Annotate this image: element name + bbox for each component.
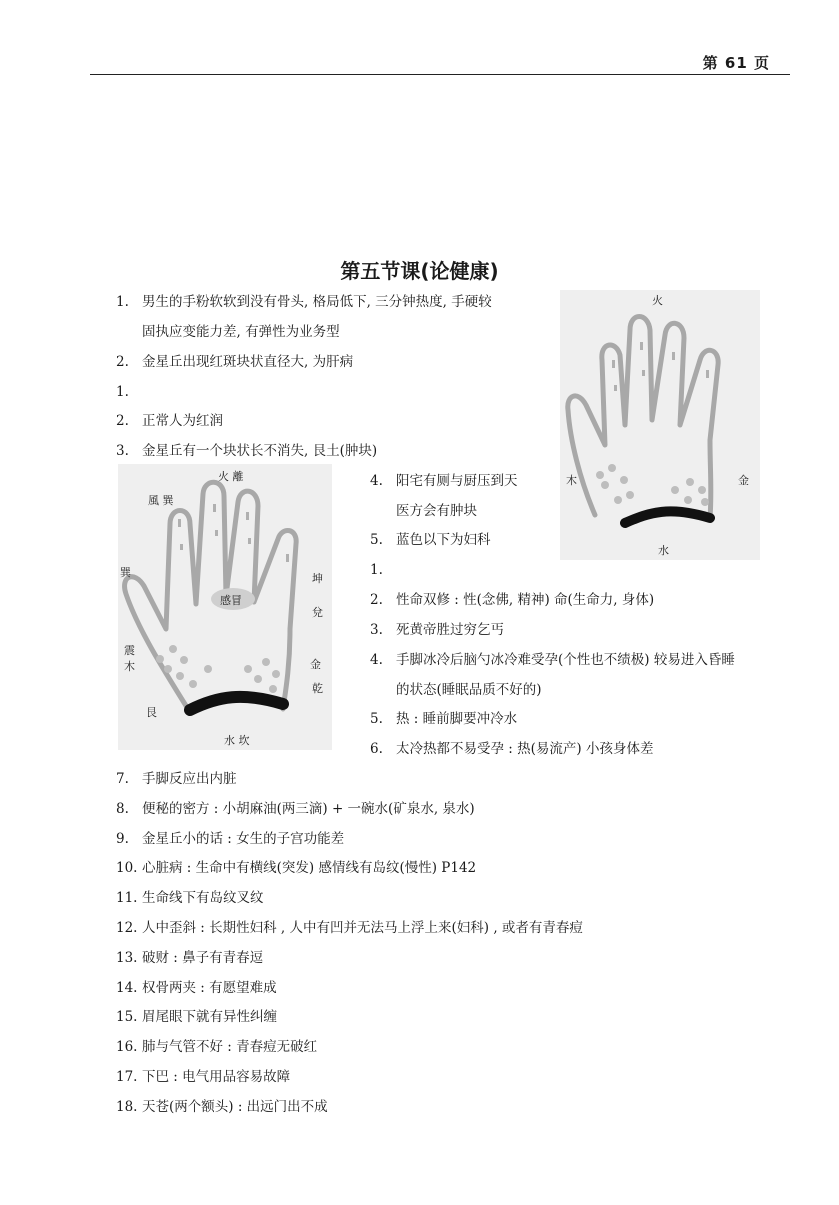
label-kun: 坤 bbox=[312, 572, 323, 585]
list-item: 5. 热 : 睡前脚要冲冷水 bbox=[370, 711, 518, 727]
list-item: 5. 蓝色以下为妇科 bbox=[370, 532, 491, 548]
label-qian: 乾 bbox=[312, 682, 323, 695]
list-item: 9. 金星丘小的话 : 女生的子宫功能差 bbox=[116, 831, 345, 847]
list-item: 4. 手脚冰冷后脑勺冰冷难受孕(个性也不绩极) 较易进入昏睡 bbox=[370, 652, 735, 668]
label-dui: 兌 bbox=[312, 606, 323, 619]
label-wood: 木 bbox=[566, 474, 577, 487]
list-item: 6. 太冷热都不易受孕 : 热(易流产) 小孩身体差 bbox=[370, 741, 654, 757]
list-item: 2. 性命双修 : 性(念佛, 精神) 命(生命力, 身体) bbox=[370, 592, 655, 608]
label-fire: 火 bbox=[652, 294, 663, 307]
list-item: 15. 眉尾眼下就有异性纠缠 bbox=[116, 1009, 277, 1025]
list-item: 18. 天苍(两个额头) : 出远门出不成 bbox=[116, 1099, 328, 1115]
hand-right-drawing bbox=[560, 290, 760, 560]
list-item: 3. 死黄帝胜过穷乞丐 bbox=[370, 622, 504, 638]
hand-diagram-left bbox=[118, 464, 332, 750]
list-item: 13. 破财 : 鼻子有青春逗 bbox=[116, 950, 264, 966]
label-xun: 巽 bbox=[120, 566, 131, 579]
hand-diagram-right bbox=[560, 290, 760, 560]
label-metal-left: 金 bbox=[310, 658, 321, 671]
list-item: 固执应变能力差, 有弹性为业务型 bbox=[142, 324, 340, 340]
label-cold: 感冒 bbox=[220, 594, 242, 607]
label-water: 水 bbox=[658, 544, 669, 557]
list-item: 1. bbox=[116, 384, 129, 400]
list-item: 的状态(睡眠品质不好的) bbox=[396, 682, 542, 698]
list-item: 2. 正常人为红润 bbox=[116, 413, 223, 429]
label-zhen: 震 bbox=[124, 644, 135, 657]
page-title: 第五节课(论健康) bbox=[340, 259, 499, 283]
list-item: 4. 阳宅有厕与厨压到天 bbox=[370, 473, 518, 489]
list-item: 17. 下巴 : 电气用品容易故障 bbox=[116, 1069, 291, 1085]
list-item: 14. 权骨两夹 : 有愿望难成 bbox=[116, 980, 277, 996]
label-water-kan: 水 坎 bbox=[224, 734, 250, 747]
list-item: 16. 肺与气管不好 : 青春痘无破红 bbox=[116, 1039, 318, 1055]
list-item: 7. 手脚反应出内脏 bbox=[116, 771, 237, 787]
label-fire-li: 火 離 bbox=[218, 470, 244, 483]
label-wind-xun: 風 巽 bbox=[148, 494, 174, 507]
label-wood-left: 木 bbox=[124, 660, 135, 673]
list-item: 8. 便秘的密方 : 小胡麻油(两三滴) + 一碗水(矿泉水, 泉水) bbox=[116, 801, 475, 817]
list-item: 2. 金星丘出现红斑块状直径大, 为肝病 bbox=[116, 354, 354, 370]
page-header bbox=[90, 48, 790, 75]
list-item: 11. 生命线下有岛纹叉纹 bbox=[116, 890, 264, 906]
list-item: 10. 心脏病 : 生命中有横线(突发) 感情线有岛纹(慢性) P142 bbox=[116, 860, 477, 876]
list-item: 12. 人中歪斜 : 长期性妇科 , 人中有凹并无法马上浮上来(妇科) , 或者有青春痘 bbox=[116, 920, 583, 936]
list-item: 1. 男生的手粉软软到没有骨头, 格局低下, 三分钟热度, 手硬较 bbox=[116, 294, 492, 310]
list-item: 3. 金星丘有一个块状长不消失, 艮土(肿块) bbox=[116, 443, 378, 459]
label-gen: 艮 bbox=[146, 706, 157, 719]
label-metal: 金 bbox=[738, 474, 749, 487]
list-item: 医方会有肿块 bbox=[396, 503, 477, 519]
page-number: 第 61 页 bbox=[702, 54, 770, 72]
list-item: 1. bbox=[370, 562, 383, 578]
